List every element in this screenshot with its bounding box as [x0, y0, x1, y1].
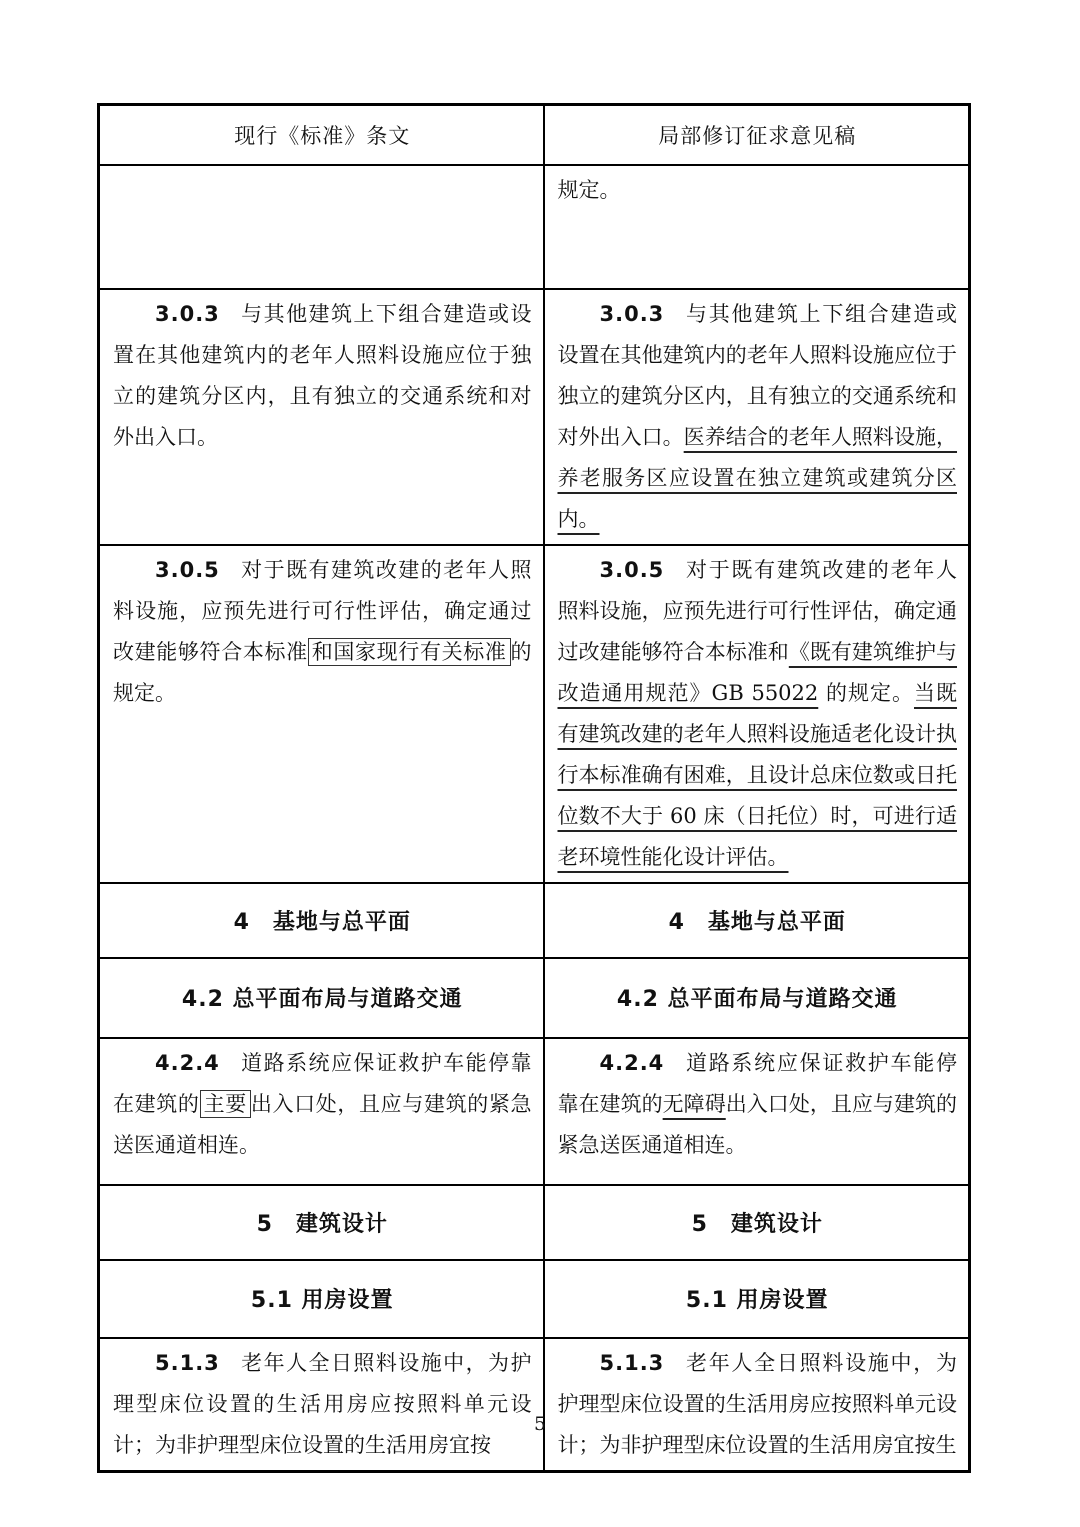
page-number: 5 — [533, 1413, 547, 1435]
clause-text — [113, 550, 532, 714]
text-run: 老年人全日照料设施中，为护理型床位设置的生活用房应按照料单元设计；为非护理型床位设置的生活用房宜按生 — [557, 1350, 957, 1457]
cell-revision-clause-4-2-4 — [544, 1038, 970, 1185]
cell-revision-clause-3-0-5 — [544, 545, 970, 883]
cell-current-clause-4-2-4 — [99, 1038, 544, 1185]
deleted-text-box: 主要 — [200, 1090, 251, 1118]
text-run: 与其他建筑上下组合建造或设置在其他建筑内的老年人照料设施应位于独立的建筑分区内，且有独立的交通系统和对外出入口。 — [113, 301, 532, 449]
clause-text — [558, 170, 958, 211]
clause-text — [113, 1043, 532, 1166]
cell-current-section-5-1-heading: 5.1 用房设置 — [99, 1260, 544, 1338]
clause-number: 4.2.4 — [599, 1050, 665, 1075]
cell-current-clause-5-1-3 — [99, 1338, 544, 1472]
cell-revision-clause-5-1-3 — [544, 1338, 970, 1472]
table-row — [99, 545, 970, 883]
text-run: 老年人全日照料设施中，为护理型床位设置的生活用房应按照料单元设计；为非护理型床位设置的生活用房宜按 — [113, 1350, 532, 1457]
table-row — [99, 1185, 970, 1260]
text-run: 道路系统应保证救护车能停靠在建筑的 — [557, 1050, 957, 1116]
inserted-text: 《既有建筑维护与改造通用规范》GB 55022 — [557, 639, 958, 705]
table-row — [99, 165, 970, 289]
clause-number: 3.0.3 — [155, 301, 220, 326]
cell-revision-section-5-1-heading: 5.1 用房设置 — [544, 1260, 970, 1338]
cell-revision-section-5-heading: 5 建筑设计 — [544, 1185, 970, 1260]
clause-number: 4.2.4 — [155, 1050, 220, 1075]
clause-number: 5.1.3 — [599, 1350, 665, 1375]
table-row — [99, 1338, 970, 1472]
clause-number: 3.0.3 — [599, 301, 665, 326]
cell-revision-continuation — [544, 165, 970, 289]
clause-number: 3.0.5 — [599, 557, 665, 582]
text-run: 道路系统应保证救护车能停靠在建筑的 — [113, 1050, 532, 1116]
table-row — [99, 883, 970, 958]
text-run: 规定。 — [557, 177, 621, 202]
inserted-text: 当既有建筑改建的老年人照料设施适老化设计执行本标准确有困难，且设计总床位数或日托位数不大于 60 床（日托位）时，可进行适老环境性能化设计评估。 — [557, 680, 958, 869]
clause-text — [113, 294, 532, 458]
table-row — [99, 289, 970, 545]
cell-current-section-4-heading: 4 基地与总平面 — [99, 883, 544, 958]
cell-revision-section-4-heading: 4 基地与总平面 — [544, 883, 970, 958]
clause-text — [558, 1343, 958, 1466]
text-run: 出入口处，且应与建筑的紧急送医通道相连。 — [113, 1091, 532, 1157]
clause-text — [113, 1343, 532, 1466]
clause-number: 5.1.3 — [155, 1350, 220, 1375]
text-run: 与其他建筑上下组合建造或设置在其他建筑内的老年人照料设施应位于独立的建筑分区内，且有独立的交通系统和对外出入口。 — [557, 301, 957, 449]
table-row — [99, 958, 970, 1038]
cell-current-clause-3-0-5 — [99, 545, 544, 883]
cell-current-clause-3-0-3 — [99, 289, 544, 545]
inserted-text: 无障碍 — [662, 1091, 726, 1116]
cell-current-section-4-2-heading: 4.2 总平面布局与道路交通 — [99, 958, 544, 1038]
cell-revision-section-4-2-heading: 4.2 总平面布局与道路交通 — [544, 958, 970, 1038]
clause-text — [558, 1043, 958, 1166]
text-run: 对于既有建筑改建的老年人照料设施，应预先进行可行性评估，确定通过改建能够符合本标准和 — [557, 557, 957, 664]
table-row — [99, 1260, 970, 1338]
table-row — [99, 1038, 970, 1185]
standard-comparison-table — [97, 103, 971, 1473]
clause-text — [558, 294, 958, 540]
column-header-current-standard: 现行《标准》条文 — [99, 105, 544, 165]
cell-current-continuation — [99, 165, 544, 289]
column-header-revision-draft: 局部修订征求意见稿 — [544, 105, 970, 165]
inserted-text: 医养结合的老年人照料设施，养老服务区应设置在独立建筑或建筑分区内。 — [557, 424, 958, 531]
table-header-row — [99, 105, 970, 165]
clause-number: 3.0.5 — [155, 557, 220, 582]
clause-text — [558, 550, 958, 878]
deleted-text-box: 和国家现行有关标准 — [308, 638, 511, 666]
text-run: 对于既有建筑改建的老年人照料设施，应预先进行可行性评估，确定通过改建能够符合本标准 — [113, 557, 532, 664]
text-run: 的规定。 — [818, 680, 914, 705]
cell-revision-clause-3-0-3 — [544, 289, 970, 545]
text-run: 的规定。 — [113, 639, 532, 705]
cell-current-section-5-heading: 5 建筑设计 — [99, 1185, 544, 1260]
text-run: 出入口处，且应与建筑的紧急送医通道相连。 — [557, 1091, 958, 1157]
